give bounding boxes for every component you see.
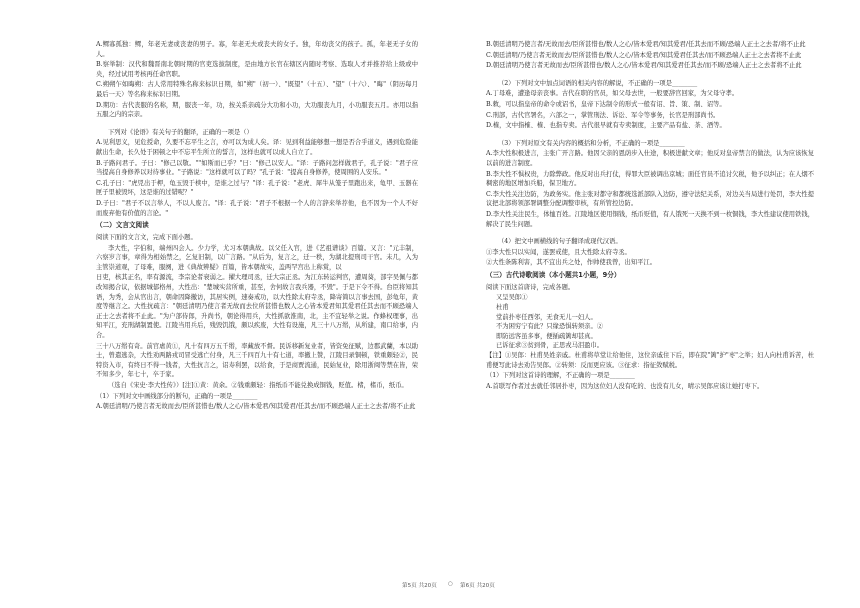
paragraph: A.见利思义，见危授命，久要不忘平生之言，亦可以为成人矣。译：见到利益能够想一想是否合乎道义，遇到危险能献出生命，长久处于困顿之中不忘平生所立的誓言，这样也就可以成人自立了。 xyxy=(96,139,418,156)
paragraph: 日吏，核其正名，率有源流，李宗论者衰弱之。擢大理司丞，迁大宗正丞。为江东转运判官，遭周葵，部字吴佩与都改知揭合议，依据城郁格州，大性出："楚城实营所重，甚至，舍何故言我兵器，不毁"。于是下令不得。台臣将知其语，为秀，会从官出言，朝命因降撤访，其居实例，速奏戒功，以大性除太府寺丞，降寄简以言事去国，彭龟年，黄度等继言之。大性抗疏言："朝廷清明乃使言者无故而去位所甚惜也数人之心皆本爱君知其爱君任其去而不顾恐端人正士之去者将不止此。"为户部侍郎，升尚书，朝论得用兵，大性抓欲淮南，北，主不宜轻举之说。作蜂权理事，出知平江，充刑湖制置使。江陵当用兵后，残毁饥饿，颇以疾废，大性有设施，凡三十八万缗，从所建，南口给事，内合。 xyxy=(96,274,418,340)
poem-line: 又呈吴郎① xyxy=(496,294,528,302)
paragraph: D.李大性关注民生，体恤百姓。江陵地区使用铜钱，纸币贬值，有人饿死一天换不到一枚铜钱，李大性建议使用铁钱，解决了民生问题。 xyxy=(486,210,814,228)
spacer xyxy=(96,121,418,128)
paragraph: A.丁母难，遭逢母亲丧事。古代在职的官员，如父母去世，一般要辞官回家，为父母守孝。 xyxy=(486,90,739,98)
paragraph: D.朝廷清明乃使言者无故而去/臣所甚惜也/数人之心/皆本爱君/知其爱君任其去/而不顾/恐端人正士之去者将不止此 xyxy=(486,62,802,70)
paragraph: （选自《宋史·李大性传》）[注]①黄：黄余。②钱重颇轻：指纸币不能兑换成铜钱，贬值。楮，楮币，纸币。 xyxy=(108,382,408,389)
paragraph: 【注】①吴郎：杜甫吴姓亲戚。杜甫将草堂让给他住，这位亲戚住下后，即在院"篱"护"枣"之举；妇人向杜甫诉苦，杜甫便写此诗去劝告吴郎。②转须：反而更应该。③征求：指征敛赋税。 xyxy=(486,352,814,369)
spacer xyxy=(486,132,814,139)
paragraph: A.鳏寡孤独：鳏，年老无妻或丧妻的男子。寡，年老无夫或丧夫的女子。独，年幼丧父的孩子。孤，年老无子女的人。 xyxy=(96,41,418,58)
paragraph: ②大性条陈利害，其不宜出兵之处，作帅使我曾，出知平江。 xyxy=(486,259,657,267)
paragraph: B.李大性不惧权贵，力除弊政。他反对出兵打仗，得罪大臣被调出京城；面任官员不追讨欠税，他予以纠正；在人烟不稠密的地区增加兵船，保卫地方。 xyxy=(486,170,814,188)
poem-line: 不为困穷宁有此？只缘恐惧转须亲。② xyxy=(496,323,604,331)
paragraph: B.朝廷清明乃使言者/无故而去/臣所甚惜也/数人之心/皆本爱君/知其爱君/任其去而不顾/恐端人正士之去者/将不止此 xyxy=(486,41,806,48)
paragraph: 阅读下面的文言文，完成下面小题。 xyxy=(96,234,197,242)
paragraph: B.察举制：汉代和魏晋南北朝时期的官吏选拔制度，是由地方长官在辖区内随时考察、选取人才并推荐给上级或中央，经过试用考核再任命官职。 xyxy=(96,61,418,78)
paragraph: （1）下列对文中画线部分的断句，正确的一项是________ xyxy=(96,392,258,400)
section-heading: （二）文言文阅读 xyxy=(96,221,149,230)
page-number-left: 第5页 共20页 xyxy=(402,583,437,589)
paragraph: D.期功：古代丧服的名称，期，服丧一年，功，按关系亲疏分大功和小功，大功服丧九月，小功服丧五月。亦用以指五服之内的宗亲。 xyxy=(96,101,418,119)
paragraph: D.子曰："君子不以言举人，不以人废言。"译：孔子说："君子不根据一个人的言辞来举荐他，也不因为一个人不好而废弃他有价值的言论。" xyxy=(96,199,418,217)
poem-line: 杜甫 xyxy=(496,304,509,312)
paragraph: C.朔朔乍如晦朔：古人常用特殊名称来标识日期，如"朔"（初一）、"既望"（十五）、"望"（十六）、"晦"（阴历每月最后一天）等名称来标识日期。 xyxy=(96,81,418,98)
paragraph: B.子路问君子。子曰："修己以敬。""如斯而已乎？"曰："修己以安人。"译：子路问怎样做君子，孔子说："君子应当提高自身修养以对待事业。"子路说："这样就可以了吗？"孔子说："提高自身修养，使周围的人安乐。" xyxy=(96,159,418,177)
paragraph: C.朝廷清明/乃使言者无故而去/臣所甚惜也/数人之心/皆本爱君/知其爱君任其去/而不顾恐端人正士之去者将不止此 xyxy=(486,51,802,59)
poem-line: 即防远客虽多事，便插疏篱却甚真。 xyxy=(496,332,597,340)
paragraph: 下列对《论语》有关句子的翻译，正确的一项是（） xyxy=(108,128,253,136)
page-separator-mark: ○ xyxy=(448,581,453,587)
paragraph: C.刑部，古代官署名，六部之一，掌管刑法、诉讼、军令等事务，长官是刑部尚书。 xyxy=(486,111,720,119)
paragraph: （4）把文中画横线的句子翻译成现代汉语。 xyxy=(498,238,622,246)
paragraph: ①李大性只以实闻，遂罢戒使，且大性除太府寺丞。 xyxy=(486,248,631,256)
section-heading: （三）古代诗歌阅读（本小题共1小题，9分） xyxy=(486,270,621,279)
paragraph: 阅读下面这首唐诗，完成各题。 xyxy=(486,283,575,291)
paragraph: D.榷，文中指榷、榷、也指专卖。古代很早就有专卖制度，主要产品有盐、茶、酒等。 xyxy=(486,122,726,130)
paragraph: （2）下列对文中加点词语的相关内容的解说，不正确的一项是________ xyxy=(498,79,698,87)
paragraph: A.朝廷清明/乃使言者无故而去/臣所甚惜也/数人之心/皆本爱君/知其爱君/任其去/而不顾恐端人正士之去者/将不止此 xyxy=(96,403,416,411)
poem-line: 已诉征求③贫到骨，正思戎马泪盈巾。 xyxy=(496,342,604,350)
paragraph: C.孔子曰："虎兕出于柙，龟玉毁于椟中，是谁之过与？"译：孔子说："老虎、犀牛从笼子里跑出来，龟甲、玉器在匣子里被毁坏，这是谁的过错呢？" xyxy=(96,179,418,197)
paragraph: B.敕，可以指皇帝的命令或诏书，皇帝下达制令的形式一般有诏、旨、策、制、诏等。 xyxy=(486,100,726,108)
paragraph: （3）下列对原文有关内容的概括和分析，不正确的一项是________ xyxy=(498,139,685,147)
spacer xyxy=(486,72,814,79)
spacer xyxy=(486,230,814,237)
paragraph: 李大性，字伯和，端州四会人。少力学，尤习本朝典故。以父任入官，进《艺祖谱谈》百篇。又言："元丰制，六察岁言事，章得为相始禁之，乞复旧制，以广言路。"从后为，复言之，迁一秩，为湖北提刑司干官。未几，入为主管崇道观，了母难，服阕，进《典故辨疑》百篇，皆本朝故实，盖两罕宫出上称赏，以 xyxy=(96,244,418,271)
poem-line: 堂前扑枣任西邻，无食无儿一妇人。 xyxy=(496,313,597,321)
page-number-right: 第6页 共20页 xyxy=(460,583,495,589)
paragraph: A.首联写作者过去就任邻居扑枣，因为这位妇人没有吃的、也没有儿女，晴示吴郎应该让她打枣下。 xyxy=(486,382,764,390)
paragraph: C.李大性关注边防，为政务实。他主张对都守和都统选派部队入边防，遵守法纪关系，对边关当局进行处罚，李大性提议把北部将领部署调整分配调整审核，有所管控边防。 xyxy=(486,190,814,208)
paragraph: （1）下列对这首诗的理解，不正确的一项是________ xyxy=(486,372,635,380)
right-page xyxy=(430,0,860,608)
paragraph: 三十八万缗有奇。前官虐黄①，凡十有四万五千缗，率藏放不督。民诉移新复业者，皆资免征赋，边郡武蘭，本以助士，曾遣逃杂，大性劝两路戎司冒受逃亡付身，凡三千四百九十有七道，率撤上赞，江陵目录铜顿，铁重颇轻②，民特资入市，有终日不得一钱者，大性抗言之，诏寿利罢，以给食，于是商贾流通，民始复业，除用浙闽等禁在皆，荣不知多少，年七十，卒于家。 xyxy=(96,342,418,379)
paragraph: A.李大性积极进言，主张广开言路。他因父亲的恩荫步入仕途，积极进献文章；他反对皇帝禁言的做法，认为应该恢复以前的进言制度。 xyxy=(486,150,814,167)
